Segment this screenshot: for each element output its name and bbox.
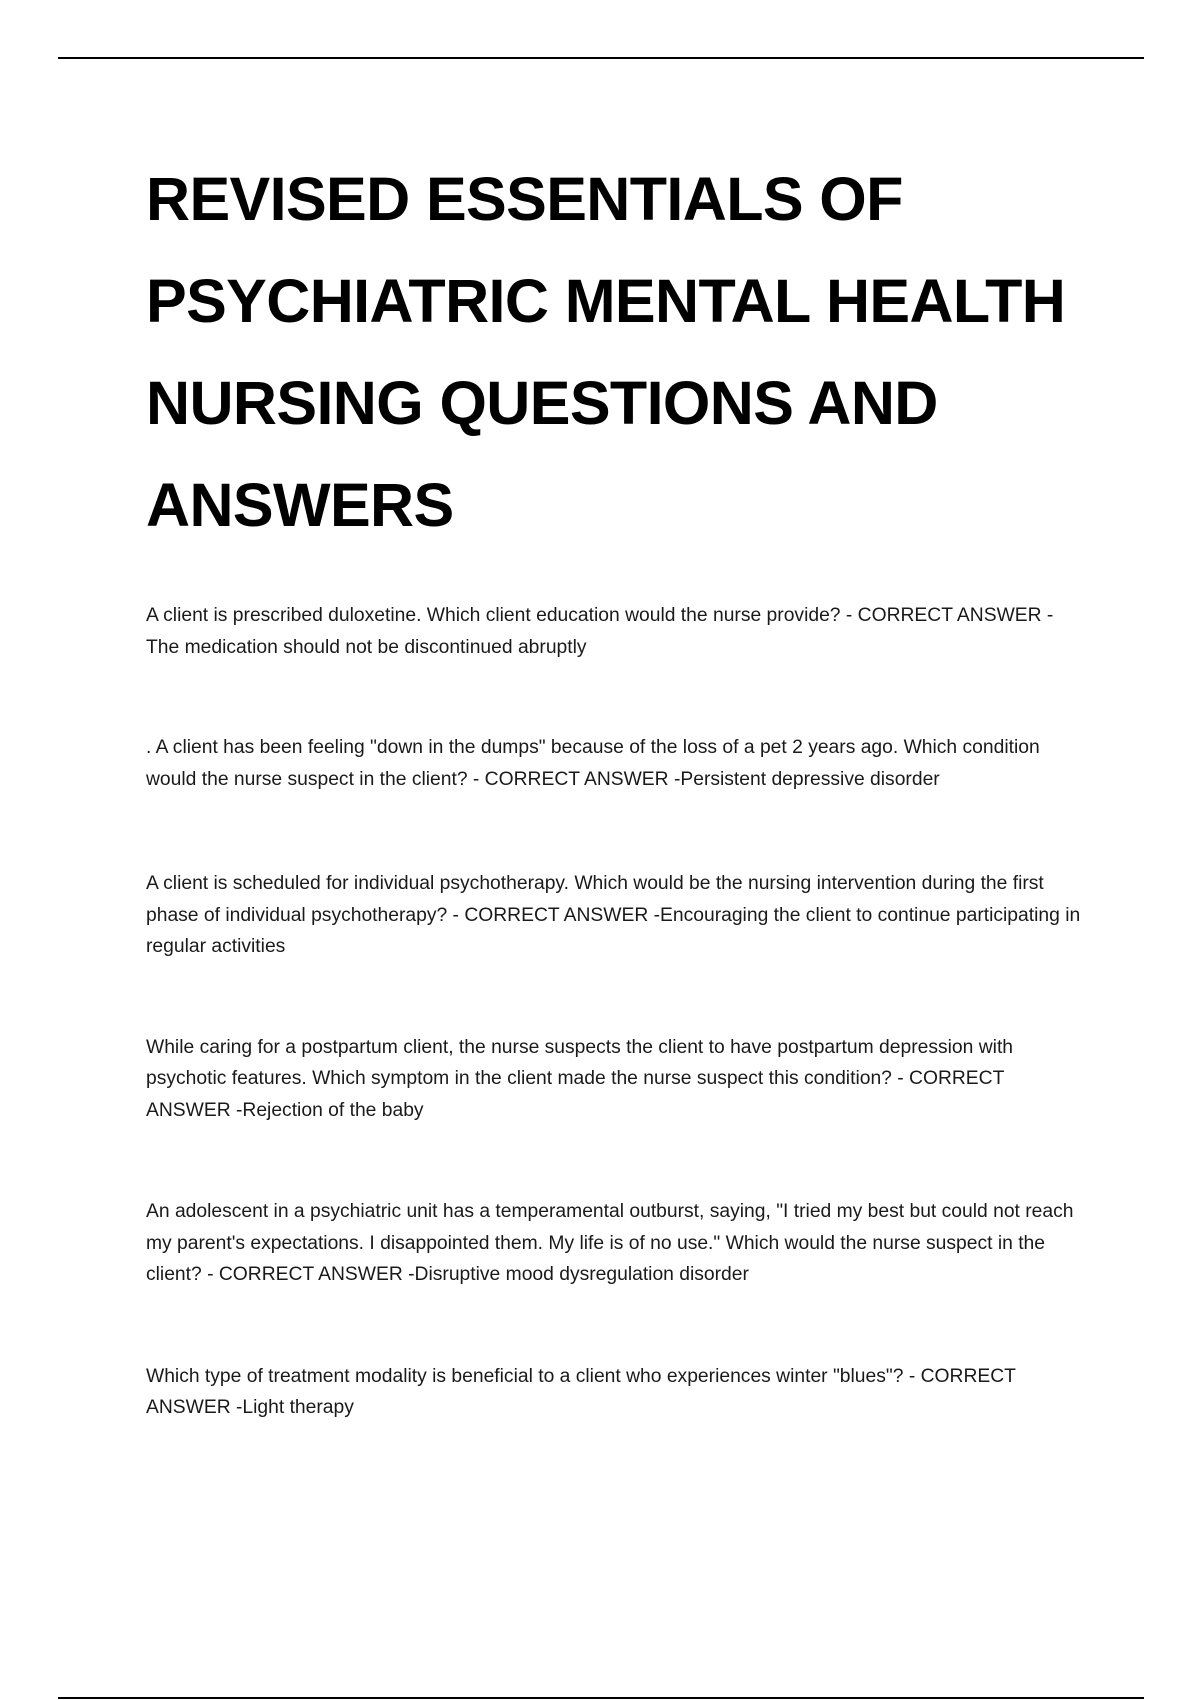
document-title: REVISED ESSENTIALS OF PSYCHIATRIC MENTAL HEALTH NURSING QUESTIONS AND ANSWERS bbox=[146, 165, 1066, 539]
document-page bbox=[146, 148, 1091, 1493]
qa-item-1: A client is prescribed duloxetine. Which client education would the nurse provide? - CORRECT ANSWER - The medication should not be discontinued abruptly bbox=[146, 605, 1054, 658]
top-divider bbox=[58, 57, 1144, 59]
qa-item-5: An adolescent in a psychiatric unit has a temperamental outburst, saying, "I tried my best but could not reach my parent's expectations. I disappointed them. My life is of no use." Which would the nurse suspect in the client? - CORRECT ANSWER -Disruptive mood dysregulation disorder bbox=[146, 1201, 1074, 1285]
qa-list bbox=[146, 600, 1091, 1424]
qa-item-6: Which type of treatment modality is beneficial to a client who experiences winter "blues"? - CORRECT ANSWER -Light therapy bbox=[146, 1365, 1016, 1418]
bottom-divider bbox=[58, 1697, 1144, 1699]
qa-item-4: While caring for a postpartum client, the nurse suspects the client to have postpartum depression with psychotic features. Which symptom in the client made the nurse suspect this condition? - CORRECT ANSWER -Rejection of the baby bbox=[146, 1036, 1014, 1121]
qa-item-2: . A client has been feeling "down in the dumps" because of the loss of a pet 2 years ago. Which condition would the nurse suspect in the client? - CORRECT ANSWER -Persistent depressive disorder bbox=[146, 737, 1040, 790]
qa-item-3: A client is scheduled for individual psychotherapy. Which would be the nursing intervention during the first phase of individual psychotherapy? - CORRECT ANSWER -Encouraging the client to continue participating in regular activities bbox=[146, 873, 1081, 957]
